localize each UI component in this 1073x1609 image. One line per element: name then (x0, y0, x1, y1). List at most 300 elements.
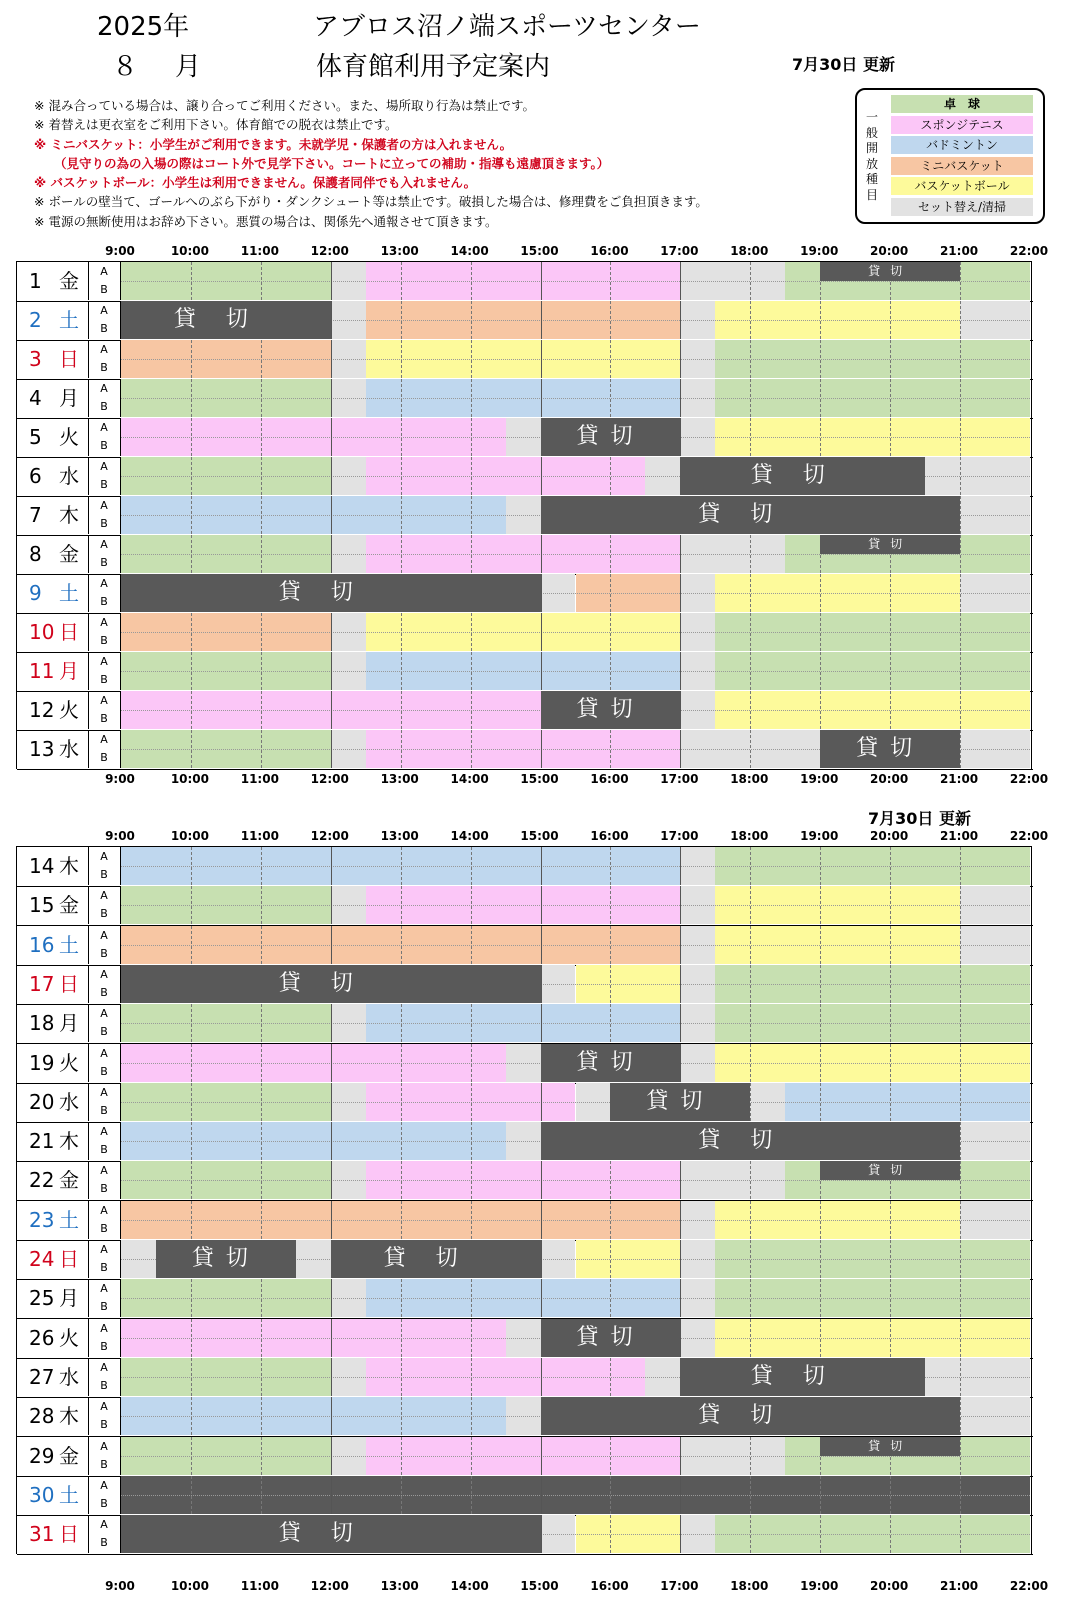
court-labels (89, 301, 121, 339)
time-tick-label: 9:00 (105, 829, 135, 843)
hour-line (750, 1319, 751, 1357)
hour-line (820, 926, 821, 964)
hour-line (750, 926, 751, 964)
hour-line (750, 340, 751, 378)
hour-line (261, 1397, 262, 1435)
hour-line (750, 1240, 751, 1278)
hour-line (401, 1161, 402, 1199)
hour-line (541, 1476, 542, 1514)
hour-line (750, 847, 751, 885)
court-labels (89, 1122, 121, 1160)
weekday: 土 (59, 932, 79, 957)
reserved-block: 貸切 (121, 965, 541, 1003)
weekday: 木 (59, 503, 79, 527)
hour-line (890, 1319, 891, 1357)
legend-item: スポンジテニス (891, 116, 1033, 134)
court-label: A (100, 1400, 108, 1414)
hour-line (541, 1201, 542, 1239)
hour-line (890, 340, 891, 378)
court-label: A (100, 265, 108, 278)
day-label (17, 574, 89, 612)
court-label: A (100, 1164, 108, 1178)
day-row (17, 1161, 1033, 1201)
weekday: 土 (59, 581, 79, 605)
hour-line (820, 886, 821, 924)
day-label (17, 1240, 89, 1278)
court-labels (89, 847, 121, 885)
note-line: ※ ミニバスケット：小学生がご利用できます。未就学児・保護者の方は入れません。 (34, 136, 513, 152)
court-label: A (100, 850, 108, 863)
court-label: A (100, 304, 108, 317)
day-number: 16 (29, 932, 55, 957)
hour-line (890, 1476, 891, 1514)
hour-line (750, 535, 751, 573)
time-tick-label: 20:00 (870, 829, 909, 843)
time-grid (121, 1397, 1030, 1435)
hour-line (890, 1044, 891, 1082)
hour-line (191, 886, 192, 924)
time-tick-label: 13:00 (380, 1579, 419, 1593)
hour-line (890, 691, 891, 729)
day-row (17, 1397, 1033, 1437)
court-divider (121, 1102, 1030, 1103)
court-label: A (100, 1518, 108, 1532)
hour-line (960, 301, 961, 339)
court-label: A (100, 1125, 108, 1139)
hour-line (820, 613, 821, 651)
court-label: A (100, 577, 108, 590)
court-label: B (100, 634, 108, 647)
time-tick-label: 17:00 (660, 1579, 699, 1593)
note-line: ※ 着替えは更衣室をご利用下さい。体育館での脱衣は禁止です。 (34, 117, 398, 133)
day-number: 18 (29, 1011, 55, 1036)
hour-line (471, 926, 472, 964)
time-tick-label: 21:00 (939, 829, 979, 843)
hour-line (750, 262, 751, 300)
hour-line (750, 613, 751, 651)
day-row (17, 730, 1033, 770)
day-row (17, 1437, 1033, 1477)
hour-line (191, 847, 192, 885)
court-label: A (100, 499, 108, 512)
hour-line (960, 457, 961, 495)
court-label: A (100, 1007, 108, 1021)
hour-line (890, 574, 891, 612)
hour-line (331, 1122, 332, 1160)
hour-line (471, 301, 472, 339)
hour-line (541, 652, 542, 690)
hour-line (331, 613, 332, 651)
court-label: B (100, 868, 108, 881)
legend-item: 卓 球 (891, 95, 1033, 113)
time-tick-label: 11:00 (240, 829, 279, 843)
court-labels (89, 1161, 121, 1199)
hour-line (261, 1358, 262, 1396)
time-grid (121, 418, 1030, 456)
time-tick-label: 16:00 (590, 244, 629, 258)
reserved-block: 貸切 (121, 574, 541, 612)
court-label: B (100, 1143, 108, 1157)
hour-line (960, 574, 961, 612)
day-label (17, 262, 89, 300)
court-labels (89, 379, 121, 417)
hour-line (471, 1476, 472, 1514)
day-row (17, 1201, 1033, 1241)
day-number: 26 (29, 1325, 55, 1350)
court-labels (89, 652, 121, 690)
hour-line (471, 1397, 472, 1435)
hour-line (820, 652, 821, 690)
hour-line (261, 535, 262, 573)
day-number: 7 (29, 503, 42, 527)
court-label: B (100, 1261, 108, 1274)
court-label: B (100, 1182, 108, 1196)
reserved-block: 貸切 (541, 1044, 681, 1082)
hour-line (401, 340, 402, 378)
hour-line (541, 340, 542, 378)
court-labels (89, 262, 121, 300)
hour-line (750, 379, 751, 417)
legend-item: セット替え/清掃 (891, 198, 1033, 216)
hour-line (261, 1004, 262, 1042)
court-divider (121, 281, 1030, 282)
hour-line (680, 379, 681, 417)
hour-line (541, 1240, 542, 1278)
time-grid (121, 535, 1030, 573)
hour-line (960, 1319, 961, 1357)
hour-line (750, 1044, 751, 1082)
hour-line (610, 1515, 611, 1553)
day-row (17, 457, 1033, 497)
hour-line (401, 1279, 402, 1317)
hour-line (331, 535, 332, 573)
hour-line (890, 886, 891, 924)
hour-line (610, 1201, 611, 1239)
hour-line (820, 574, 821, 612)
legend (855, 88, 1045, 224)
weekday: 金 (59, 542, 79, 566)
day-number: 15 (29, 893, 55, 918)
hour-line (680, 1240, 681, 1278)
hour-line (890, 1515, 891, 1553)
day-label (17, 1083, 89, 1121)
reserved-block: 貸切 (820, 1161, 960, 1180)
reserved-block: 貸切 (121, 1515, 541, 1553)
day-number: 8 (29, 542, 42, 566)
day-row (17, 1279, 1033, 1319)
hour-line (680, 340, 681, 378)
hour-line (261, 496, 262, 534)
day-label (17, 1161, 89, 1199)
hour-line (680, 847, 681, 885)
hour-line (471, 457, 472, 495)
day-label (17, 1122, 89, 1160)
time-tick-label: 12:00 (310, 829, 349, 843)
reserved-block: 貸切 (541, 1319, 681, 1357)
hour-line (471, 340, 472, 378)
time-tick-label: 11:00 (240, 1579, 279, 1593)
day-row (17, 262, 1033, 302)
court-label: A (100, 460, 108, 473)
hour-line (541, 379, 542, 417)
court-label: A (100, 694, 108, 707)
court-label: B (100, 751, 108, 764)
hour-line (750, 1279, 751, 1317)
time-tick-label: 20:00 (870, 772, 909, 786)
hour-line (960, 340, 961, 378)
time-tick-label: 15:00 (520, 772, 559, 786)
time-tick-label: 13:00 (380, 772, 419, 786)
hour-line (261, 730, 262, 768)
hour-line (401, 1437, 402, 1475)
hour-line (750, 730, 751, 768)
court-labels (89, 1358, 121, 1396)
weekday: 水 (59, 737, 79, 761)
time-tick-label: 15:00 (520, 244, 559, 258)
court-labels (89, 1004, 121, 1042)
hour-line (750, 1476, 751, 1514)
hour-line (680, 965, 681, 1003)
time-tick-label: 16:00 (590, 772, 629, 786)
time-tick-label: 17:00 (660, 772, 699, 786)
hour-line (261, 926, 262, 964)
legend-item: バスケットボール (891, 177, 1033, 195)
time-tick-label: 10:00 (170, 829, 210, 843)
day-row (17, 652, 1033, 692)
day-number: 17 (29, 971, 55, 996)
hour-line (261, 1476, 262, 1514)
day-row (17, 379, 1033, 419)
day-number: 21 (29, 1129, 55, 1154)
day-label (17, 1358, 89, 1396)
weekday: 水 (59, 1089, 79, 1114)
day-row (17, 886, 1033, 926)
hour-line (680, 1279, 681, 1317)
hour-line (471, 535, 472, 573)
hour-line (401, 496, 402, 534)
reserved-block: 貸切 (156, 1240, 296, 1278)
day-label (17, 301, 89, 339)
hour-line (890, 1201, 891, 1239)
court-label: A (100, 1282, 108, 1296)
legend-item: バドミントン (891, 136, 1033, 154)
court-label: B (100, 985, 108, 999)
court-label: B (100, 1536, 108, 1550)
hour-line (610, 652, 611, 690)
notes-list (34, 96, 708, 231)
day-number: 2 (29, 308, 42, 332)
day-label (17, 340, 89, 378)
day-number: 5 (29, 425, 42, 449)
court-label: B (100, 1064, 108, 1078)
hour-line (890, 652, 891, 690)
day-number: 6 (29, 464, 42, 488)
hour-line (820, 1083, 821, 1121)
hour-line (191, 652, 192, 690)
court-labels (89, 1044, 121, 1082)
time-grid (121, 1437, 1030, 1475)
hour-line (471, 652, 472, 690)
hour-line (401, 1004, 402, 1042)
hour-line (191, 379, 192, 417)
hour-line (401, 691, 402, 729)
hour-line (261, 613, 262, 651)
hour-line (541, 926, 542, 964)
hour-line (541, 1358, 542, 1396)
day-label (17, 1044, 89, 1082)
hour-line (401, 886, 402, 924)
hour-line (331, 1476, 332, 1514)
hour-line (960, 1044, 961, 1082)
hour-line (471, 1122, 472, 1160)
time-grid (121, 379, 1030, 417)
weekday: 月 (59, 386, 79, 410)
weekday: 日 (59, 1247, 79, 1271)
hour-line (191, 457, 192, 495)
time-grid (121, 1515, 1030, 1553)
hour-line (401, 1122, 402, 1160)
day-row (17, 418, 1033, 458)
hour-line (820, 965, 821, 1003)
time-tick-label: 17:00 (660, 244, 699, 258)
time-tick-label: 16:00 (590, 1579, 629, 1593)
updated-date-2: 7月30日 更新 (868, 809, 971, 828)
court-label: A (100, 655, 108, 668)
hour-line (191, 1122, 192, 1160)
hour-line (820, 418, 821, 456)
time-grid (121, 1201, 1030, 1239)
day-row (17, 496, 1033, 536)
day-number: 20 (29, 1089, 55, 1114)
time-grid (121, 1044, 1030, 1082)
hour-line (890, 847, 891, 885)
hour-line (331, 418, 332, 456)
court-labels (89, 965, 121, 1003)
hour-line (261, 1279, 262, 1317)
court-label: B (100, 556, 108, 569)
time-tick-label: 18:00 (730, 772, 769, 786)
day-row (17, 340, 1033, 380)
hour-line (890, 926, 891, 964)
time-tick-label: 10:00 (170, 1579, 210, 1593)
hour-line (680, 1201, 681, 1239)
hour-line (750, 652, 751, 690)
hour-line (750, 1161, 751, 1199)
day-label (17, 965, 89, 1003)
day-row (17, 926, 1033, 966)
reserved-block: 貸切 (820, 730, 960, 768)
weekday: 金 (59, 893, 79, 918)
reserved-block: 貸切 (680, 457, 925, 495)
time-tick-label: 15:00 (520, 1579, 559, 1593)
day-number: 4 (29, 386, 42, 410)
hour-line (191, 535, 192, 573)
hour-line (610, 340, 611, 378)
schedule-table-1 (16, 261, 1032, 769)
hour-line (960, 535, 961, 573)
hour-line (331, 1358, 332, 1396)
day-label (17, 1004, 89, 1042)
hour-line (960, 379, 961, 417)
hour-line (471, 1161, 472, 1199)
court-divider (121, 359, 1030, 360)
legend-vertical-label: 一 般 開 放 種 目 (865, 110, 878, 202)
hour-line (610, 379, 611, 417)
hour-line (261, 340, 262, 378)
hour-line (331, 301, 332, 339)
court-label: A (100, 1360, 108, 1374)
hour-line (820, 1319, 821, 1357)
legend-item: ミニバスケット (891, 157, 1033, 175)
reserved-block: 貸切 (820, 1437, 960, 1456)
hour-line (610, 301, 611, 339)
hour-line (960, 1240, 961, 1278)
time-tick-label: 18:00 (730, 829, 769, 843)
time-tick-label: 20:00 (870, 1579, 909, 1593)
court-label: A (100, 1321, 108, 1335)
court-label: A (100, 538, 108, 551)
hour-line (680, 1004, 681, 1042)
day-label (17, 535, 89, 573)
reserved-block: 貸切 (541, 1397, 961, 1435)
day-row (17, 1122, 1033, 1162)
schedule-table-2 (16, 846, 1032, 1554)
hour-line (401, 535, 402, 573)
weekday: 木 (59, 1129, 79, 1154)
day-label (17, 886, 89, 924)
hour-line (191, 926, 192, 964)
day-label (17, 1279, 89, 1317)
hour-line (820, 1240, 821, 1278)
court-divider (121, 905, 1030, 906)
time-tick-label: 22:00 (1009, 772, 1049, 786)
day-number: 24 (29, 1247, 55, 1271)
time-tick-label: 16:00 (590, 829, 629, 843)
hour-line (471, 418, 472, 456)
court-divider (121, 1456, 1030, 1457)
hour-line (191, 1358, 192, 1396)
day-label (17, 1319, 89, 1357)
court-label: A (100, 928, 108, 942)
hour-line (261, 379, 262, 417)
day-row (17, 1515, 1033, 1555)
hour-line (960, 418, 961, 456)
court-divider (121, 1298, 1030, 1299)
hour-line (610, 262, 611, 300)
hour-line (471, 1201, 472, 1239)
time-tick-label: 10:00 (170, 244, 210, 258)
hour-line (401, 652, 402, 690)
hour-line (680, 1319, 681, 1357)
time-tick-label: 19:00 (800, 829, 839, 843)
hour-line (610, 1476, 611, 1514)
time-tick-label: 13:00 (380, 829, 419, 843)
day-label (17, 652, 89, 690)
hour-line (750, 1201, 751, 1239)
hour-line (331, 1161, 332, 1199)
hour-line (890, 1240, 891, 1278)
hour-line (331, 847, 332, 885)
page-title: 体育館利用予定案内 (316, 52, 551, 82)
hour-line (960, 1358, 961, 1396)
court-divider (121, 866, 1030, 867)
hour-line (401, 1083, 402, 1121)
court-label: B (100, 478, 108, 491)
hour-line (541, 965, 542, 1003)
time-grid (121, 847, 1030, 885)
weekday: 火 (59, 1050, 79, 1075)
updated-date: 7月30日 更新 (792, 55, 895, 74)
